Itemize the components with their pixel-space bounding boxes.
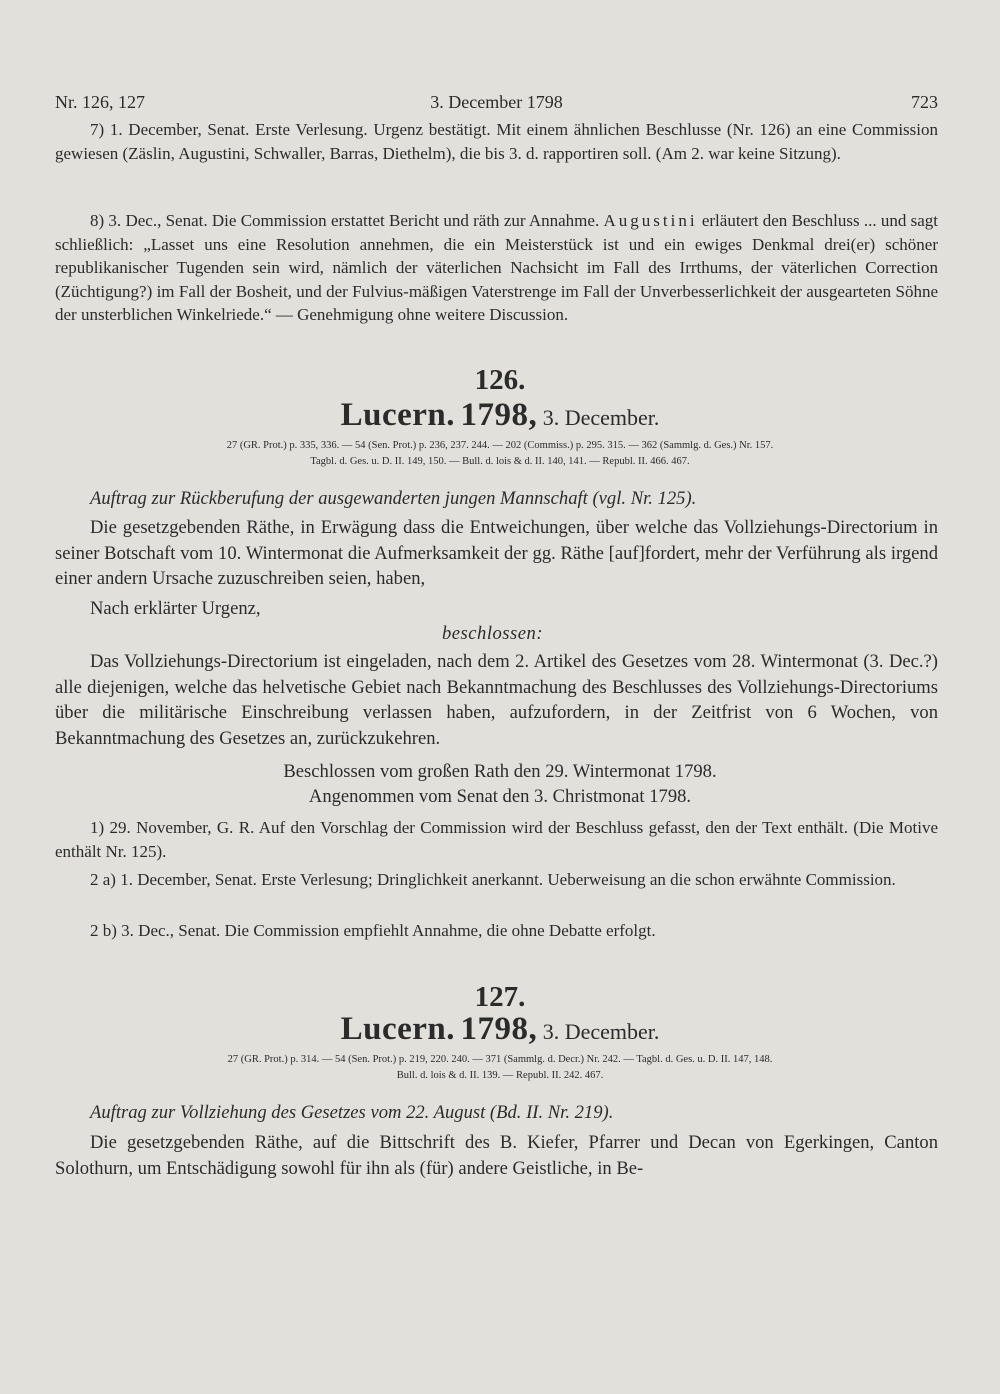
page-number: 723 [911, 92, 938, 112]
section-127-source-line-2: Bull. d. lois & d. II. 139. — Republ. II. 242. 467. [396, 1070, 604, 1081]
section-126-note-2b: 2 b) 3. Dec., Senat. Die Commission empfiehlt Annahme, die ohne Debatte erfolgt. [90, 921, 656, 940]
section-126-heading [0, 397, 1000, 434]
section-126-preamble: Die gesetzgebenden Räthe, in Erwägung dass die Entweichungen, über welche das Vollziehungs-Directorium in seiner Botschaft vom 10. Wintermonat die Aufmerksamkeit der gg. Räthe [auf]fordert, mehr der Verführung als irgend einer andern Ursache zuzuschreiben seien, haben, [55, 517, 938, 589]
section-126-resolution: Das Vollziehungs-Directorium ist eingeladen, nach dem 2. Artikel des Gesetzes vom 28. Wintermonat (3. Dec.?) alle diejenigen, welche das helvetische Gebiet nach Bekanntmachung des Beschlusses des Vollziehungs-Directoriums über die militärische Einschreibung verlassen haben, aufzufordern, in der Zeitfrist von 6 Wochen, von Bekanntmachung des Gesetzes an, zurückzukehren. [55, 651, 938, 749]
section-127-date: 3. December. [542, 1019, 660, 1044]
section-126-signature-1: Beschlossen vom großen Rath den 29. Wintermonat 1798. [283, 761, 717, 782]
section-127-number: 127. [474, 981, 526, 1013]
section-126-signature-2: Angenommen vom Senat den 3. Christmonat 1798. [308, 786, 692, 807]
section-126-source-line-1: 27 (GR. Prot.) p. 335, 336. — 54 (Sen. Prot.) p. 236, 237. 244. — 202 (Commiss.) p. 295. 315. — 362 (Sammlg. d. Ges.) Nr. 157. [226, 440, 774, 451]
section-127-preamble: Die gesetzgebenden Räthe, auf die Bittschrift des B. Kiefer, Pfarrer und Decan von Egerkingen, Canton Solothurn, um Entschädigung sowohl für ihn als (für) andere Geistliche, in Be- [55, 1132, 938, 1179]
note-7: 7) 1. December, Senat. Erste Verlesung. Urgenz bestätigt. Mit einem ähnlichen Beschlusse (Nr. 126) an eine Commission gewiesen (Zäslin, Augustini, Schwaller, Barras, Diethelm), die bis 3. d. rapportiren soll. (Am 2. war keine Sitzung). [55, 120, 938, 163]
note-8-rest: erläutert den Beschluss ... und sagt schließlich: „Lasset uns eine Resolution annehmen, die ein Meisterstück ist und ein ewiges Denkmal drei(er) schöner republikanischer Tugenden sein wird, nämlich der väterlichen Nachsicht im Fall des Irrthums, der väterlichen Correction (Züchtigung?) im Fall der Bosheit, und der Fulvius-mäßigen Vaterstrenge im Fall der Unverbesserlichkeit der ausgearteten Söhne der unsterblichen Winkelriede.“ — Genehmigung ohne weitere Discussion. [55, 211, 939, 324]
header-date: 3. December 1798 [430, 92, 563, 112]
section-126-place: Lucern. [340, 397, 455, 433]
section-127-sources [0, 1052, 1000, 1084]
section-127-heading [0, 1011, 1000, 1048]
section-126-year: 1798, [460, 397, 538, 433]
section-126-date: 3. December. [542, 405, 660, 430]
section-126-note-1: 1) 29. November, G. R. Auf den Vorschlag der Commission wird der Beschluss gefasst, den der Text enthält. (Die Motive enthält Nr. 125). [55, 818, 938, 861]
section-126-sources [0, 438, 1000, 470]
section-127-place: Lucern. [340, 1011, 455, 1047]
section-126-number: 126. [474, 364, 526, 396]
section-126-note-2a: 2 a) 1. December, Senat. Erste Verlesung; Dringlichkeit anerkannt. Ueberweisung an die schon erwähnte Commission. [90, 870, 896, 889]
note-8-start: 8) 3. Dec., Senat. Die Commission erstattet Bericht und räth zur Annahme. [90, 211, 600, 230]
note-8 [55, 209, 938, 327]
section-126-urgenz: Nach erklärter Urgenz, [90, 598, 261, 619]
section-127-title: Auftrag zur Vollziehung des Gesetzes vom 22. August (Bd. II. Nr. 219). [90, 1102, 614, 1123]
running-header [55, 92, 938, 116]
section-126-title: Auftrag zur Rückberufung der ausgewanderten jungen Mannschaft (vgl. Nr. 125). [90, 488, 697, 509]
section-127-year: 1798, [460, 1011, 538, 1047]
note-8-speaker: Augustini [603, 211, 698, 230]
section-127-source-line-1: 27 (GR. Prot.) p. 314. — 54 (Sen. Prot.) p. 219, 220. 240. — 371 (Sammlg. d. Decr.) Nr. 242. — Tagbl. d. Ges. u. D. II. 147, 148. [227, 1054, 773, 1065]
section-126-resolved: beschlossen: [442, 623, 544, 644]
header-numbers: Nr. 126, 127 [55, 92, 145, 112]
section-126-source-line-2: Tagbl. d. Ges. u. D. II. 149, 150. — Bull. d. lois & d. II. 140, 141. — Republ. II. 466. 467. [310, 456, 690, 467]
